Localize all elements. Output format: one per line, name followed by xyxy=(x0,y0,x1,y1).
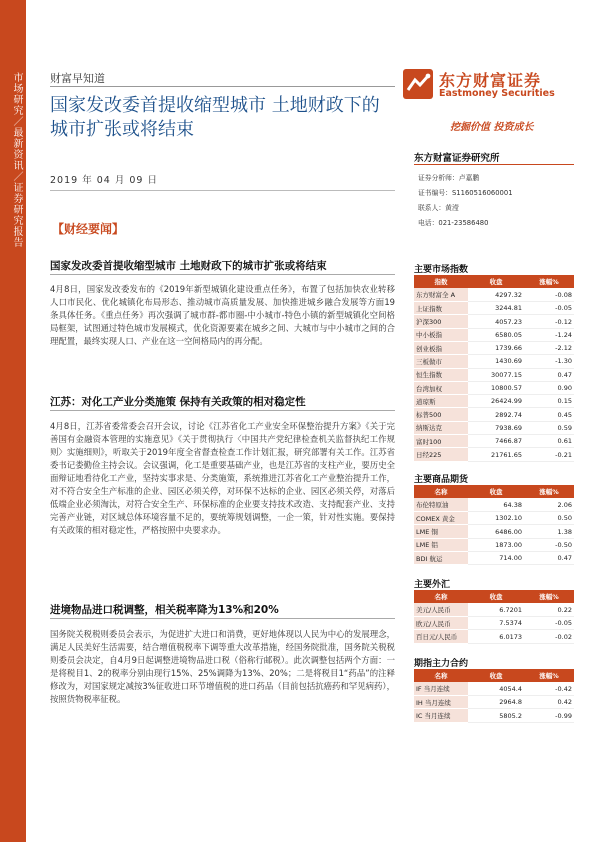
section-title: 江苏：对化工产业分类施策 保持有关政策的相对稳定性 xyxy=(50,396,306,408)
table-row xyxy=(414,630,574,643)
row-change: 0.90 xyxy=(524,381,574,394)
table-header-cell: 涨幅% xyxy=(524,485,574,498)
row-change: -0.42 xyxy=(524,682,574,695)
table-row xyxy=(414,315,574,328)
row-close: 4054.4 xyxy=(468,682,524,695)
table-row xyxy=(414,435,574,448)
table-row xyxy=(414,603,574,616)
row-change: 0.15 xyxy=(524,395,574,408)
row-name: IC 当月连续 xyxy=(414,709,468,722)
row-change: -0.02 xyxy=(524,630,574,643)
table-row xyxy=(414,381,574,394)
table-header-row xyxy=(414,275,574,288)
row-name: 日经225 xyxy=(414,448,468,461)
row-close: 21761.65 xyxy=(468,448,524,461)
row-close: 1873.00 xyxy=(468,538,524,551)
table-row xyxy=(414,288,574,301)
brand-slogan: 挖掘价值 投资成长 xyxy=(450,122,534,133)
indices-table xyxy=(414,275,574,462)
row-name: BDI 航运 xyxy=(414,551,468,564)
table-row xyxy=(414,617,574,630)
row-close: 4297.32 xyxy=(468,288,524,301)
row-name: 百日元/人民币 xyxy=(414,630,468,643)
row-close: 1430.69 xyxy=(468,355,524,368)
row-change: 1.38 xyxy=(524,525,574,538)
table-row xyxy=(414,302,574,315)
report-title: 国家发改委首提收缩型城市 土地财政下的城市扩张或将结束 xyxy=(50,95,380,140)
row-name: 创业板指 xyxy=(414,341,468,354)
row-name: 沪深300 xyxy=(414,315,468,328)
table-header-cell: 名称 xyxy=(414,485,468,498)
row-change: -0.05 xyxy=(524,617,574,630)
report-series: 财富早知道 xyxy=(50,72,105,85)
section-divider xyxy=(50,274,395,275)
row-close: 6486.00 xyxy=(468,525,524,538)
table-title-commodities: 主要商品期货 xyxy=(414,475,469,485)
table-row xyxy=(414,512,574,525)
brand-name-en: Eastmoney Securities xyxy=(439,88,555,99)
row-name: 标普500 xyxy=(414,408,468,421)
table-row xyxy=(414,368,574,381)
table-row xyxy=(414,328,574,341)
row-close: 714.00 xyxy=(468,551,524,564)
header-divider xyxy=(50,86,395,87)
section-title: 进境物品进口税调整，相关税率降为13%和20% xyxy=(50,604,279,616)
table-row xyxy=(414,538,574,551)
row-name: 纳斯达克 xyxy=(414,421,468,434)
row-name: LME 铜 xyxy=(414,525,468,538)
section-body: 国务院关税税则委员会表示，为促进扩大进口和消费，更好地体现以人民为中心的发展理念，满足人民美好生活需要，结合增值税税率下调等重大改革措施，经国务院批准，国务院关税税则委员会决定，自4月9日起调整进境物品进口税（俗称行邮税）。此次调整包括两个方面：一是将税目1、2的税率分别由现行15%、25%调降为13%、20%；二是将税目1“药品”的注释修改为，对国家规定减按3%征收进口环节增值税的进口药品（目前包括抗癌药和罕见病药），按照货物税率征税。 xyxy=(50,629,395,704)
row-name: 东方财富全 A xyxy=(414,288,468,301)
section-body: 4月8日，国家发改委发布的《2019年新型城镇化建设重点任务》，布置了包括加快农业转移人口市民化、优化城镇化布局形态、推动城市高质量发展、加快推进城乡融合发展等方面19条具体任务。《重点任务》再次强调了城市群-都市圈-中小城市-特色小镇的新型城镇化空间格局框架，试图通过特色城市发展模式，优化资源要素在城乡之间、大城市与中小城市之间的合理配置，最终实现人口、产业在这一空间格局内的再分配。 xyxy=(50,284,395,346)
row-close: 4057.23 xyxy=(468,315,524,328)
row-change: -0.99 xyxy=(524,709,574,722)
row-name: 中小板指 xyxy=(414,328,468,341)
table-title-indices: 主要市场指数 xyxy=(414,265,469,275)
eastmoney-logo-icon xyxy=(402,68,434,100)
row-name: 三板做市 xyxy=(414,355,468,368)
table-header-cell: 收盘 xyxy=(468,275,524,288)
table-header-cell: 指数 xyxy=(414,275,468,288)
table-header-row xyxy=(414,669,574,682)
table-header-cell: 名称 xyxy=(414,669,468,682)
row-name: IH 当月连续 xyxy=(414,696,468,709)
date-divider xyxy=(50,190,395,191)
table-header-cell: 名称 xyxy=(414,590,468,603)
row-close: 6.0173 xyxy=(468,630,524,643)
row-name: 道琼斯 xyxy=(414,395,468,408)
table-header-cell: 收盘 xyxy=(468,590,524,603)
table-header-cell: 收盘 xyxy=(468,669,524,682)
section-title: 国家发改委首提收缩型城市 土地财政下的城市扩张或将结束 xyxy=(50,260,327,272)
table-row xyxy=(414,395,574,408)
row-close: 2964.8 xyxy=(468,696,524,709)
row-close: 6.7201 xyxy=(468,603,524,616)
row-close: 3244.81 xyxy=(468,302,524,315)
row-close: 1739.66 xyxy=(468,341,524,354)
row-close: 5805.2 xyxy=(468,709,524,722)
table-row xyxy=(414,408,574,421)
table-header-cell: 涨幅% xyxy=(524,590,574,603)
row-change: -0.05 xyxy=(524,302,574,315)
section-divider xyxy=(50,618,395,619)
row-name: COMEX 黄金 xyxy=(414,512,468,525)
table-row xyxy=(414,341,574,354)
row-change: 0.59 xyxy=(524,421,574,434)
row-close: 7.5374 xyxy=(468,617,524,630)
row-name: LME 铝 xyxy=(414,538,468,551)
section-divider xyxy=(50,410,395,411)
row-close: 26424.99 xyxy=(468,395,524,408)
row-close: 10800.57 xyxy=(468,381,524,394)
section-tag: 【财经要闻】 xyxy=(52,222,125,236)
row-close: 7466.87 xyxy=(468,435,524,448)
table-row xyxy=(414,696,574,709)
table-header-row xyxy=(414,590,574,603)
row-name: 恒生指数 xyxy=(414,368,468,381)
row-close: 30077.15 xyxy=(468,368,524,381)
table-row xyxy=(414,525,574,538)
table-row xyxy=(414,551,574,564)
row-change: 0.45 xyxy=(524,408,574,421)
institute-info-line: 证券分析师：卢嘉鹏 xyxy=(418,174,480,182)
table-header-cell: 涨幅% xyxy=(524,275,574,288)
row-change: -0.12 xyxy=(524,315,574,328)
row-close: 6580.05 xyxy=(468,328,524,341)
institute-info-line: 联系人：黄滢 xyxy=(418,204,459,212)
row-name: 布伦特原油 xyxy=(414,498,468,511)
row-change: -1.24 xyxy=(524,328,574,341)
table-row xyxy=(414,448,574,461)
table-header-cell: 涨幅% xyxy=(524,669,574,682)
table-row xyxy=(414,709,574,722)
brand-logo xyxy=(402,66,555,102)
row-change: 0.22 xyxy=(524,603,574,616)
row-name: 台湾加权 xyxy=(414,381,468,394)
row-name: 欧元/人民币 xyxy=(414,617,468,630)
row-name: 上证指数 xyxy=(414,302,468,315)
row-close: 1302.10 xyxy=(468,512,524,525)
table-title-futures: 期指主力合约 xyxy=(414,659,469,669)
row-close: 2892.74 xyxy=(468,408,524,421)
row-change: -0.08 xyxy=(524,288,574,301)
row-change: -2.12 xyxy=(524,341,574,354)
institute-divider xyxy=(414,164,574,165)
row-change: 2.06 xyxy=(524,498,574,511)
section-body: 4月8日，江苏省委常委会召开会议，讨论《江苏省化工产业安全环保整治提升方案》《关于完善国有金融资本管理的实施意见》《关于贯彻执行〈中国共产党纪律检查机关监督执纪工作规则〉实施细则》，听取关于2019年度全省督查检查工作计划汇报，研究部署有关工作。江苏省委书记娄勤俭主持会议。会议强调，化工是重要基础产业，也是江苏省的支柱产业，要历史全面辩证地看待化工产业，坚持实事求是、分类施策，系统推进江苏省化工产业整治提升工作，对不符合安全生产标准的企业、园区必须关停，对环保不达标的企业、园区必须关停，对落后低端企业必须淘汰，对符合安全生产、环保标准的企业要支持技术改造、支持配套产业、支持完善产业链，对区域总体环境容量不足的，要统筹规划调整，一企一策，针对性实施。要保持有关政策的相对稳定性，严格按照中央要求办。 xyxy=(50,421,395,535)
table-row xyxy=(414,421,574,434)
fx-table xyxy=(414,590,574,644)
table-title-fx: 主要外汇 xyxy=(414,580,451,590)
table-row xyxy=(414,498,574,511)
row-change: 0.42 xyxy=(524,696,574,709)
institute-info-line: 证书编号：S1160516060001 xyxy=(418,189,513,197)
brand-name-cn: 东方财富证券 xyxy=(439,71,542,90)
row-close: 7938.69 xyxy=(468,421,524,434)
report-date: 2019 年 04 月 09 日 xyxy=(50,175,158,186)
row-change: -0.21 xyxy=(524,448,574,461)
row-change: -1.30 xyxy=(524,355,574,368)
row-name: 富时100 xyxy=(414,435,468,448)
row-name: IF 当月连续 xyxy=(414,682,468,695)
row-change: -0.50 xyxy=(524,538,574,551)
table-header-cell: 收盘 xyxy=(468,485,524,498)
row-change: 0.47 xyxy=(524,551,574,564)
institute-info-line: 电话：021-23586480 xyxy=(418,219,489,227)
institute-name: 东方财富证券研究所 xyxy=(414,153,500,164)
futures-table xyxy=(414,669,574,723)
row-close: 64.38 xyxy=(468,498,524,511)
table-row xyxy=(414,682,574,695)
row-change: 0.50 xyxy=(524,512,574,525)
row-change: 0.61 xyxy=(524,435,574,448)
row-change: 0.47 xyxy=(524,368,574,381)
commodities-table xyxy=(414,485,574,565)
row-name: 美元/人民币 xyxy=(414,603,468,616)
table-header-row xyxy=(414,485,574,498)
side-category-text: 市场研究／最新资讯／证券研究报告 xyxy=(11,72,22,248)
table-row xyxy=(414,355,574,368)
